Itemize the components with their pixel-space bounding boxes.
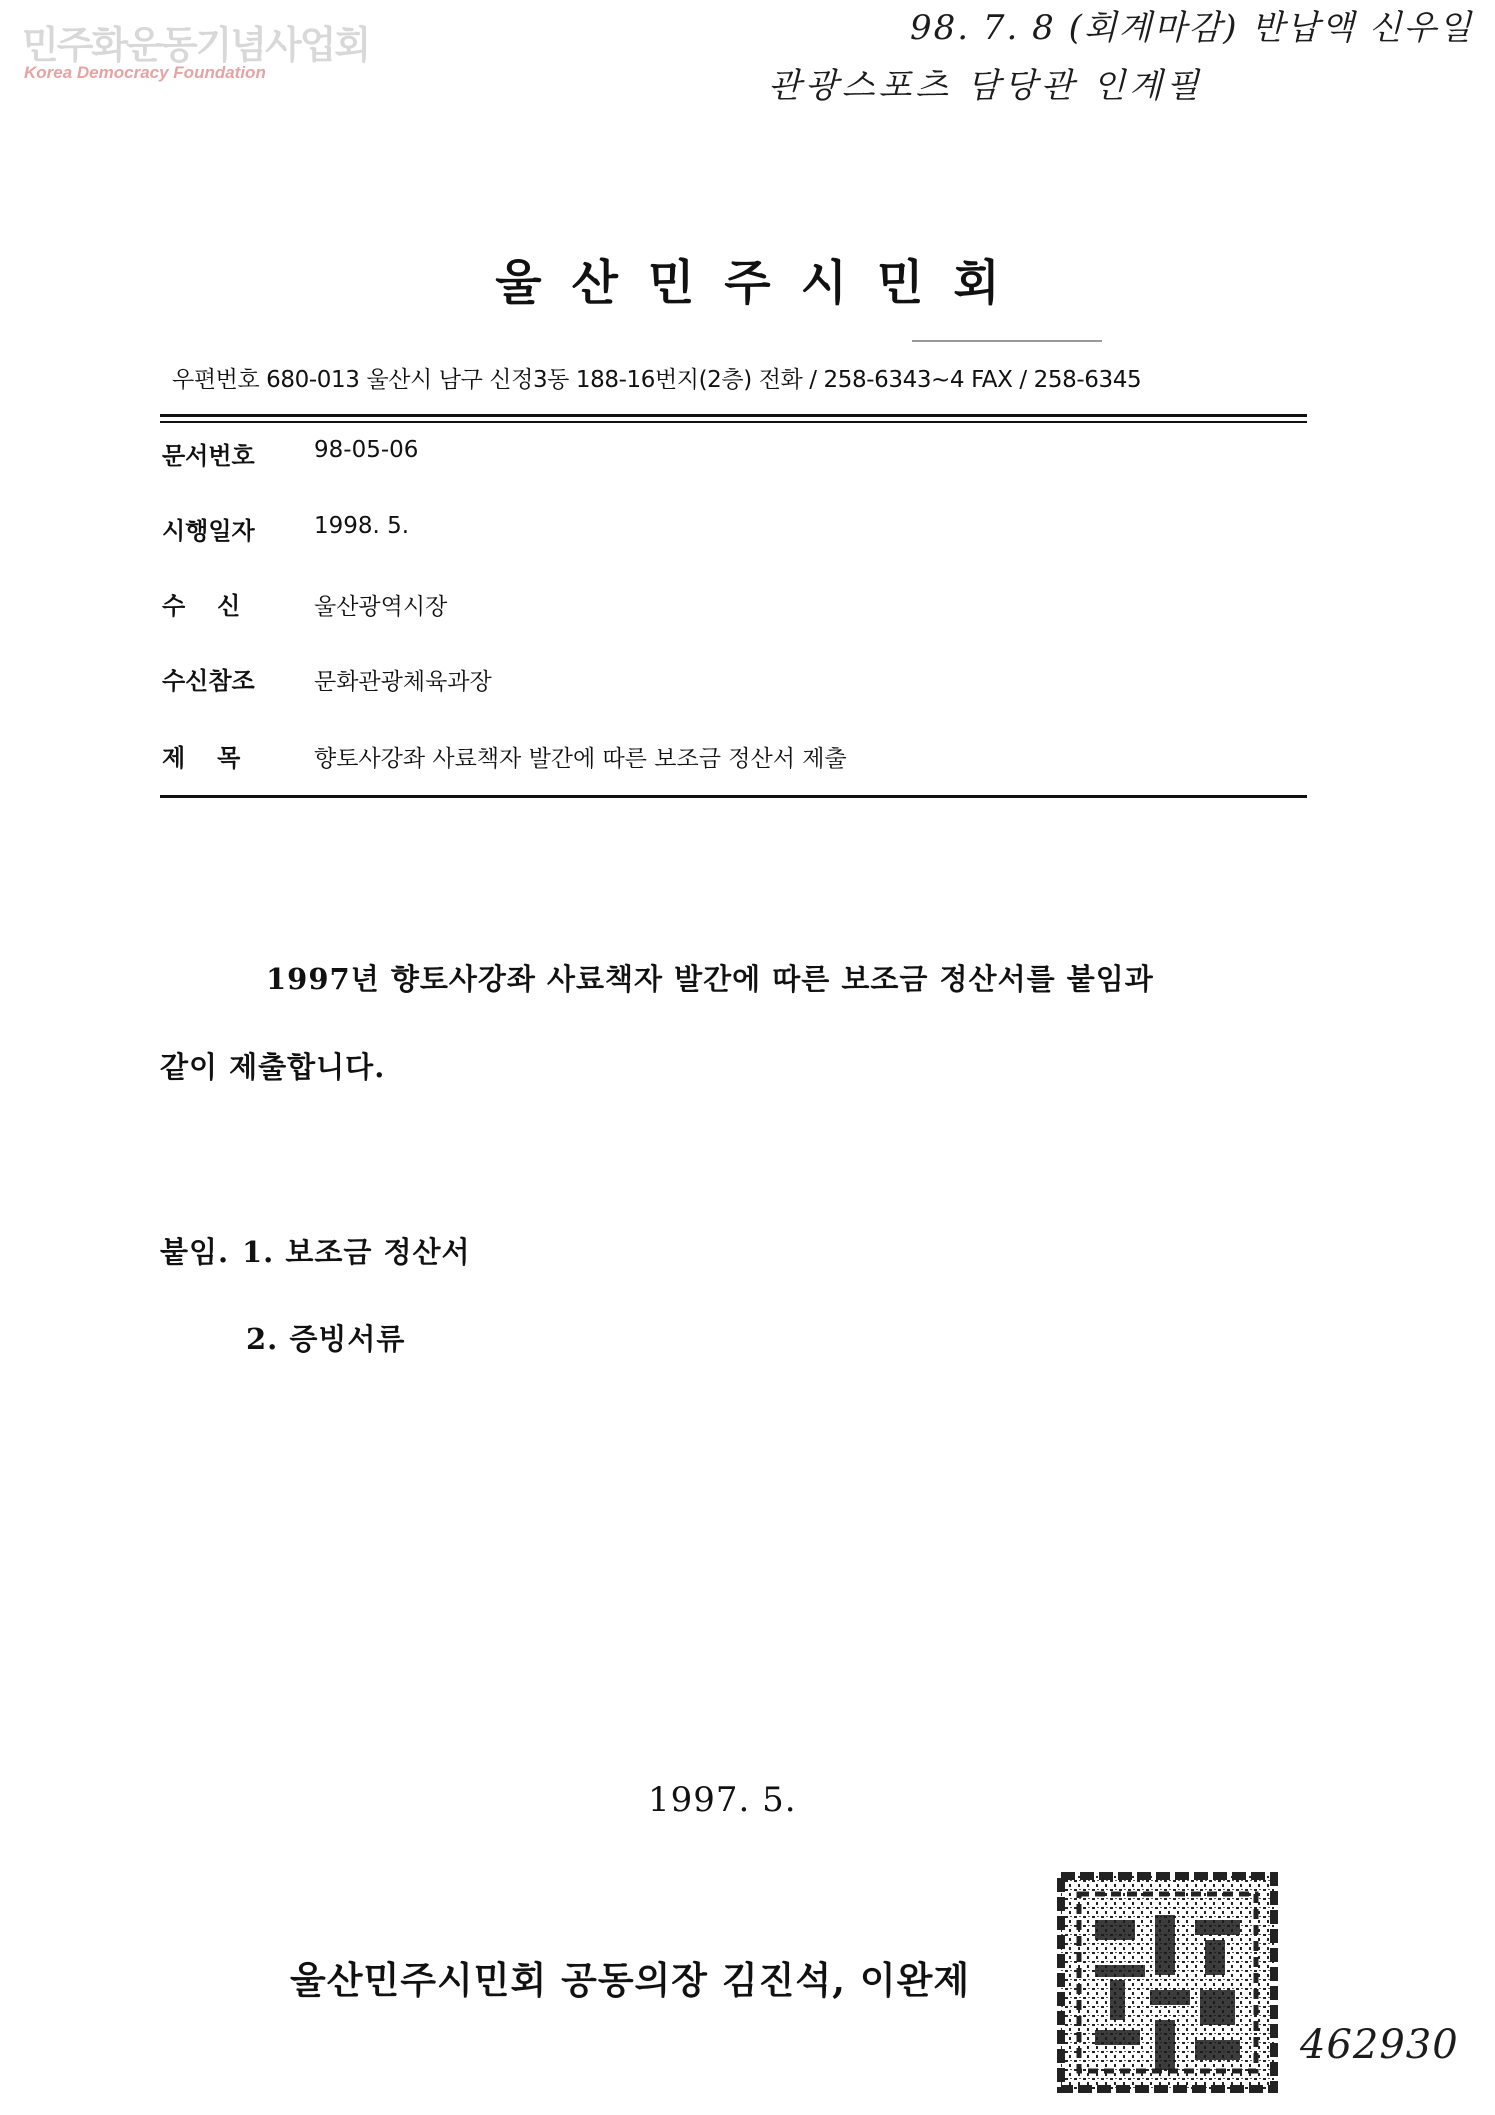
handwritten-number: 462930: [1300, 2022, 1459, 2068]
body-line-2: 같이 제출합니다.: [160, 1050, 386, 1084]
field-value-subject: 향토사강좌 사료책자 발간에 따른 보조금 정산서 제출: [314, 746, 847, 772]
attachment-item-2: 2. 증빙서류: [246, 1322, 406, 1356]
watermark-korean: 민주화운동기념사업회: [22, 23, 370, 67]
attachment-item-1: 1. 보조금 정산서: [242, 1235, 471, 1269]
field-label-doc-number: 문서번호: [162, 442, 255, 470]
handwritten-note-2: 관광스포츠 담당관 인계필: [768, 66, 1203, 106]
letterhead-divider-top: [160, 414, 1307, 417]
fields-divider: [160, 795, 1307, 798]
field-value-reference: 문화관광체육과장: [314, 669, 492, 695]
body-line-1: 1997년 향토사강좌 사료책자 발간에 따른 보조금 정산서를 붙임과: [266, 962, 1154, 996]
field-value-issue-date: 1998. 5.: [314, 513, 410, 539]
faint-stroke: [912, 340, 1102, 342]
field-value-recipient: 울산광역시장: [314, 594, 448, 620]
field-value-doc-number: 98-05-06: [314, 437, 419, 463]
document-date: 1997. 5.: [648, 1780, 797, 1820]
letterhead-address: 우편번호 680-013 울산시 남구 신정3동 188-16번지(2층) 전화 / 258-6343~4 FAX / 258-6345: [172, 367, 1142, 393]
field-label-reference: 수신참조: [162, 667, 255, 695]
field-label-issue-date: 시행일자: [162, 517, 255, 545]
signature-line: 울산민주시민회 공동의장 김진석, 이완제: [290, 1958, 971, 2002]
field-label-subject: 제목: [162, 744, 273, 772]
official-seal: [1055, 1870, 1280, 2095]
organization-title: 울산민주시민회: [495, 255, 1030, 311]
field-label-recipient: 수신: [162, 592, 273, 620]
handwritten-note-1: 98. 7. 8 (회계마감) 반납액 신우일: [910, 8, 1474, 48]
watermark-english: Korea Democracy Foundation: [24, 63, 266, 82]
letterhead-divider-bottom: [160, 421, 1307, 423]
attachment-label: 붙임.: [160, 1235, 230, 1269]
